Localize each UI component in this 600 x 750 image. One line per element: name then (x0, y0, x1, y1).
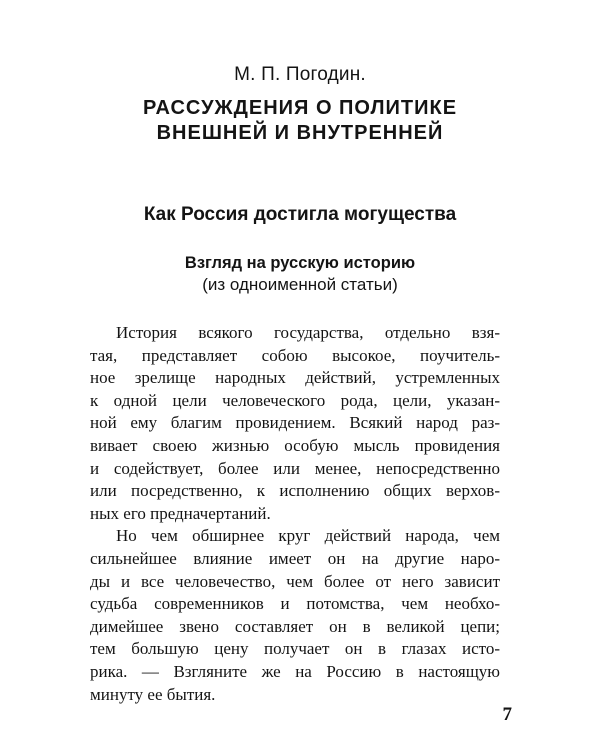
text-line: тая, представляет собою высокое, поучитель- (90, 345, 500, 365)
text-line: История всякого государства, отдельно взя- (116, 323, 500, 342)
text-line: ных его предначертаний. (90, 503, 271, 523)
text-line: к одной цели человеческого рода, цели, указан- (90, 390, 500, 410)
chapter-title-line: РАССУЖДЕНИЯ О ПОЛИТИКЕ (142, 97, 458, 119)
paragraph (90, 525, 500, 706)
author-name: М. П. Погодин. (234, 64, 366, 85)
text-line: и содействует, более или менее, непосредственно (90, 458, 500, 478)
paragraph (90, 322, 500, 525)
text-line: сильнейшее влияние имеет он на другие наро- (90, 548, 500, 568)
page-number: 7 (502, 704, 512, 725)
subsection-heading: Взгляд на русскую историю (184, 254, 416, 272)
text-line: минуту ее бытия. (90, 684, 216, 704)
text-line: Но чем обширнее круг действий народа, чем (116, 526, 500, 546)
text-line: ной ему благим провидением. Всякий народ раз- (90, 413, 500, 433)
text-line: димейшее звено составляет он в великой цепи; (90, 616, 500, 636)
text-line: или посредственно, к исполнению общих верхов- (90, 481, 500, 501)
body-text (90, 322, 500, 706)
source-note: (из одноименной статьи) (202, 275, 398, 294)
text-line: вивает своею жизнью особую мысль провидения (90, 435, 500, 455)
text-line: тем большую цену получает он в глазах исто- (90, 639, 500, 659)
chapter-title-line: ВНЕШНЕЙ И ВНУТРЕННЕЙ (156, 122, 444, 144)
text-line: ды и все человечество, чем более от него зависит (90, 571, 500, 591)
text-line: ное зрелище народных действий, устремленных (90, 368, 500, 388)
chapter-title (0, 96, 600, 146)
text-line: рика. — Взгляните же на Россию в настоящую (90, 661, 500, 681)
text-line: судьба современников и потомства, чем необхо- (90, 594, 500, 614)
section-heading: Как Россия достигла могущества (143, 204, 457, 225)
